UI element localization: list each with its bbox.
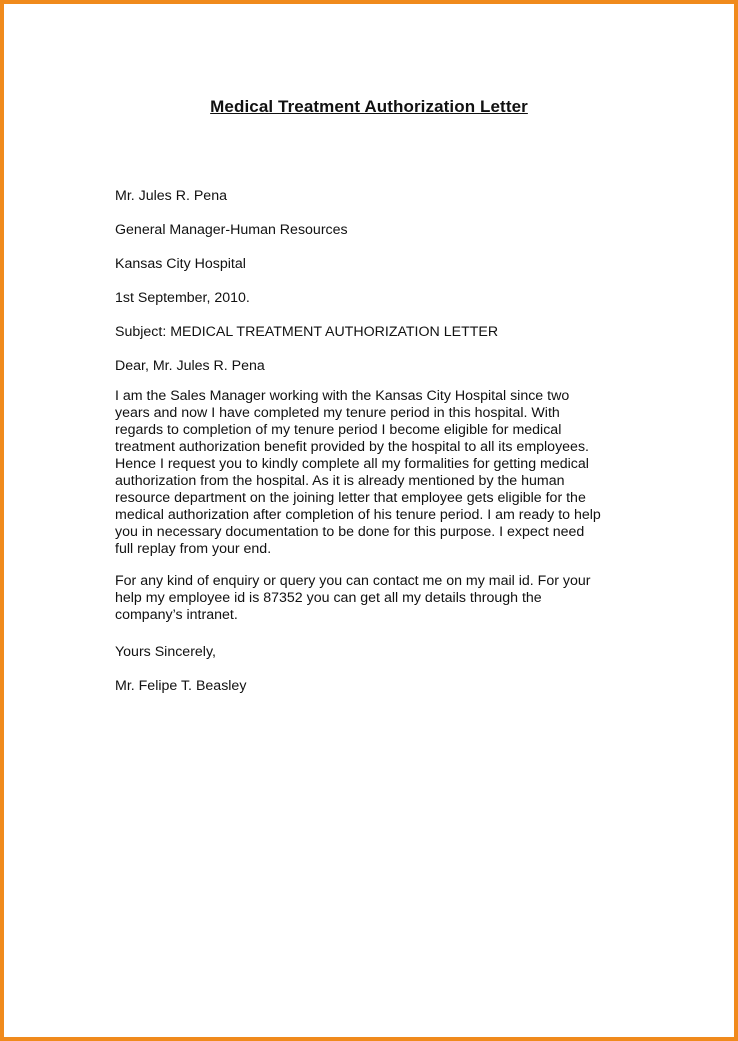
body-paragraph-2 (115, 573, 675, 624)
body-line: authorization from the hospital. As it is already mentioned by the human (115, 473, 565, 489)
recipient-name: Mr. Jules R. Pena (115, 188, 227, 204)
body-line: regards to completion of my tenure period I become eligible for medical (115, 422, 562, 438)
body-line: years and now I have completed my tenure period in this hospital. With (115, 405, 560, 421)
salutation: Dear, Mr. Jules R. Pena (115, 358, 265, 374)
body-line: full replay from your end. (115, 541, 272, 557)
letter-subject: Subject: MEDICAL TREATMENT AUTHORIZATION LETTER (115, 324, 499, 340)
body-line: resource department on the joining letter that employee gets eligible for the (115, 490, 586, 506)
body-line: Hence I request you to kindly complete all my formalities for getting medical (115, 456, 589, 472)
closing: Yours Sincerely, (115, 644, 216, 660)
body-line: I am the Sales Manager working with the Kansas City Hospital since two (115, 388, 570, 404)
letter-title: Medical Treatment Authorization Letter (210, 97, 528, 116)
body-line: you in necessary documentation to be done for this purpose. I expect need (115, 524, 585, 540)
body-line: treatment authorization benefit provided by the hospital to all its employees. (115, 439, 589, 455)
recipient-title: General Manager-Human Resources (115, 222, 348, 238)
recipient-organization: Kansas City Hospital (115, 256, 246, 272)
body-line: company’s intranet. (115, 607, 238, 623)
body-line: medical authorization after completion of his tenure period. I am ready to help (115, 507, 601, 523)
sender-name: Mr. Felipe T. Beasley (115, 678, 247, 694)
body-line: help my employee id is 87352 you can get all my details through the (115, 590, 542, 606)
body-line: For any kind of enquiry or query you can contact me on my mail id. For your (115, 573, 591, 589)
body-paragraph-1 (115, 388, 675, 558)
letter-date: 1st September, 2010. (115, 290, 250, 306)
